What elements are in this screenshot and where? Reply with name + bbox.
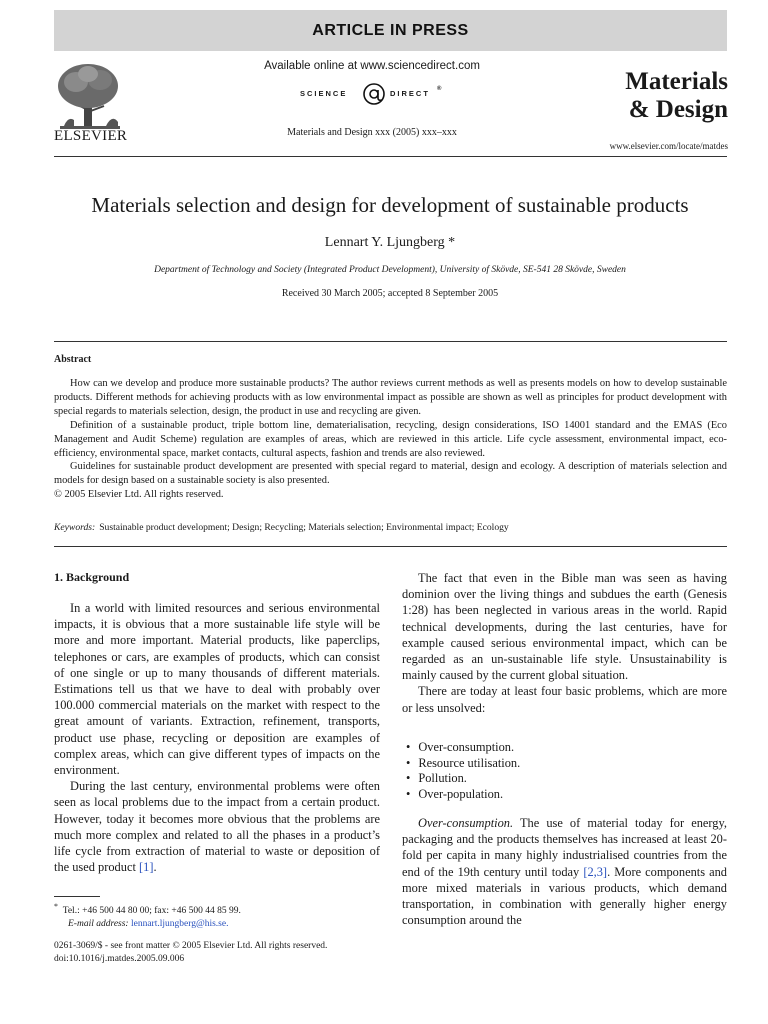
article-in-press-banner xyxy=(54,10,727,51)
left-column xyxy=(54,600,380,875)
journal-name-line2: & Design xyxy=(628,96,728,123)
footnote-divider xyxy=(54,896,100,897)
received-dates: Received 30 March 2005; accepted 8 September 2005 xyxy=(281,288,499,299)
sciencedirect-left: SCIENCE xyxy=(300,89,348,98)
problem-list xyxy=(402,740,722,802)
registered-mark: ® xyxy=(437,86,442,92)
header-divider xyxy=(54,156,727,157)
paragraph-label: Over-consumption. xyxy=(418,816,514,830)
right-column-top xyxy=(402,570,727,716)
keywords-text: Sustainable product development; Design; Recycling; Materials selection; Environmental impact; Ecology xyxy=(99,522,509,533)
section-heading: 1. Background xyxy=(54,570,130,584)
body-paragraph: There are today at least four basic problems, which are more or less unsolved: xyxy=(402,684,727,715)
abstract-bottom-divider xyxy=(54,546,727,547)
abstract-top-divider xyxy=(54,341,727,342)
sciencedirect-right: DIRECT xyxy=(390,89,430,98)
author: Lennart Y. Ljungberg * xyxy=(324,235,456,250)
footnote-marker: * xyxy=(54,902,58,911)
footnote xyxy=(54,900,380,931)
at-symbol-icon xyxy=(362,78,386,108)
abstract-paragraph: Definition of a sustainable product, triple bottom line, dematerialisation, recycling, design considerations, ISO 14001 standard and the EMAS (Eco Management and Audit Scheme) regulation are examples of areas, which are reviewed in this article. Life cycle assessment, environmental impact, eco-efficiency, environmental space, market contacts, cultural aspects, fashion and trends are also reviewed. xyxy=(54,419,727,459)
citation-link[interactable]: [1] xyxy=(139,860,154,875)
body-paragraph: The fact that even in the Bible man was seen as having dominion over the living things and subdues the earth (Genesis 1:28) has been neglected in various areas in the world. Rapid technical developments, during the last centuries, have for example caused serious environmental impact, which can be regarded as an un-sustainable life style. Unsustainability is mainly caused by the current global situation. xyxy=(402,571,727,683)
banner-text: ARTICLE IN PRESS xyxy=(312,22,469,39)
abstract-copyright: © 2005 Elsevier Ltd. All rights reserved. xyxy=(54,489,224,501)
body-paragraph: In a world with limited resources and serious environmental impacts, it is obvious that a more sustainable life style will be more and more important. Material products, like paperclips, telephones or cars, are examples of products, which can consist of one single or up to many thousands of different materials. Estimations tell us that we have to deal with probably over 100.000 commercial materials on the market with respect to the great amount of variants. Extraction, refinement, transports, product use phase, recycling or deposition are examples of complex areas, which can give different types of impacts on the environment. xyxy=(54,601,380,778)
paragraph-text: The use of material today for energy, packaging and the products themselves has increased at least 20-fold per capita in many highly industrialised countries from the end of the 19th century until today xyxy=(402,816,727,879)
body-paragraph xyxy=(54,778,380,875)
journal-name-line1: Materials xyxy=(625,68,728,95)
list-item: • Over-consumption. xyxy=(402,740,722,756)
journal-url[interactable]: www.elsevier.com/locate/matdes xyxy=(609,141,728,151)
list-item: • Pollution. xyxy=(402,771,722,787)
page-footer xyxy=(54,940,454,966)
paragraph-end: . More components and more mixed materials in various products, which demand transportation, in combination with generally higher energy consumption around the xyxy=(402,864,727,928)
email-link[interactable]: lennart.ljungberg@his.se. xyxy=(130,919,229,930)
abstract-paragraph: Guidelines for sustainable product development are presented with special regard to material, design and ecology. A description of materials selection and models for design based on a sustainable society is also presented. xyxy=(54,461,727,487)
keywords-label: Keywords: xyxy=(54,522,96,533)
issn-line: 0261-3069/$ - see front matter © 2005 Elsevier Ltd. All rights reserved. xyxy=(54,941,328,951)
list-item: • Resource utilisation. xyxy=(402,756,722,772)
available-online-text: Available online at www.sciencedirect.com xyxy=(264,60,480,72)
tel-fax: Tel.: +46 500 44 80 00; fax: +46 500 44 85 99. xyxy=(62,906,241,917)
right-column-bottom xyxy=(402,815,727,928)
sciencedirect-logo xyxy=(300,78,442,108)
abstract-body xyxy=(54,377,727,502)
affiliation: Department of Technology and Society (Integrated Product Development), University of Skövde, SE-541 28 Skövde, Sweden xyxy=(154,265,626,275)
keywords xyxy=(54,522,727,533)
publisher-name: ELSEVIER xyxy=(54,128,128,144)
list-item: • Over-population. xyxy=(402,787,722,803)
footnote-email xyxy=(54,918,380,931)
journal-name xyxy=(588,68,728,124)
abstract-paragraph: How can we develop and produce more sustainable products? The author reviews current methods as well as presents models on how to develop sustainable products. Different methods for achieving products with as low environmental impact as possible are shown as well as principles for product development with special regards to materials selection, design, the product in use and recycling are given. xyxy=(54,378,727,417)
body-paragraph xyxy=(402,815,727,928)
footnote-tel xyxy=(54,900,380,918)
citation-link[interactable]: [2,3] xyxy=(583,864,608,879)
paragraph-end: . xyxy=(153,860,157,875)
doi-line: doi:10.1016/j.matdes.2005.09.006 xyxy=(54,954,185,964)
email-label: E-mail address: xyxy=(68,919,129,930)
abstract-heading: Abstract xyxy=(54,354,92,365)
article-title: Materials selection and design for development of sustainable products xyxy=(91,193,689,217)
paragraph-text: During the last century, environmental problems were often seen as local problems due to the impact from a certain product. However, today it becomes more obvious that the problems are much more complex and related to all the phases in a product’s life cycle from extraction of material to waste or deposition of the used product xyxy=(54,779,380,875)
journal-citation: Materials and Design xxx (2005) xxx–xxx xyxy=(287,127,457,138)
